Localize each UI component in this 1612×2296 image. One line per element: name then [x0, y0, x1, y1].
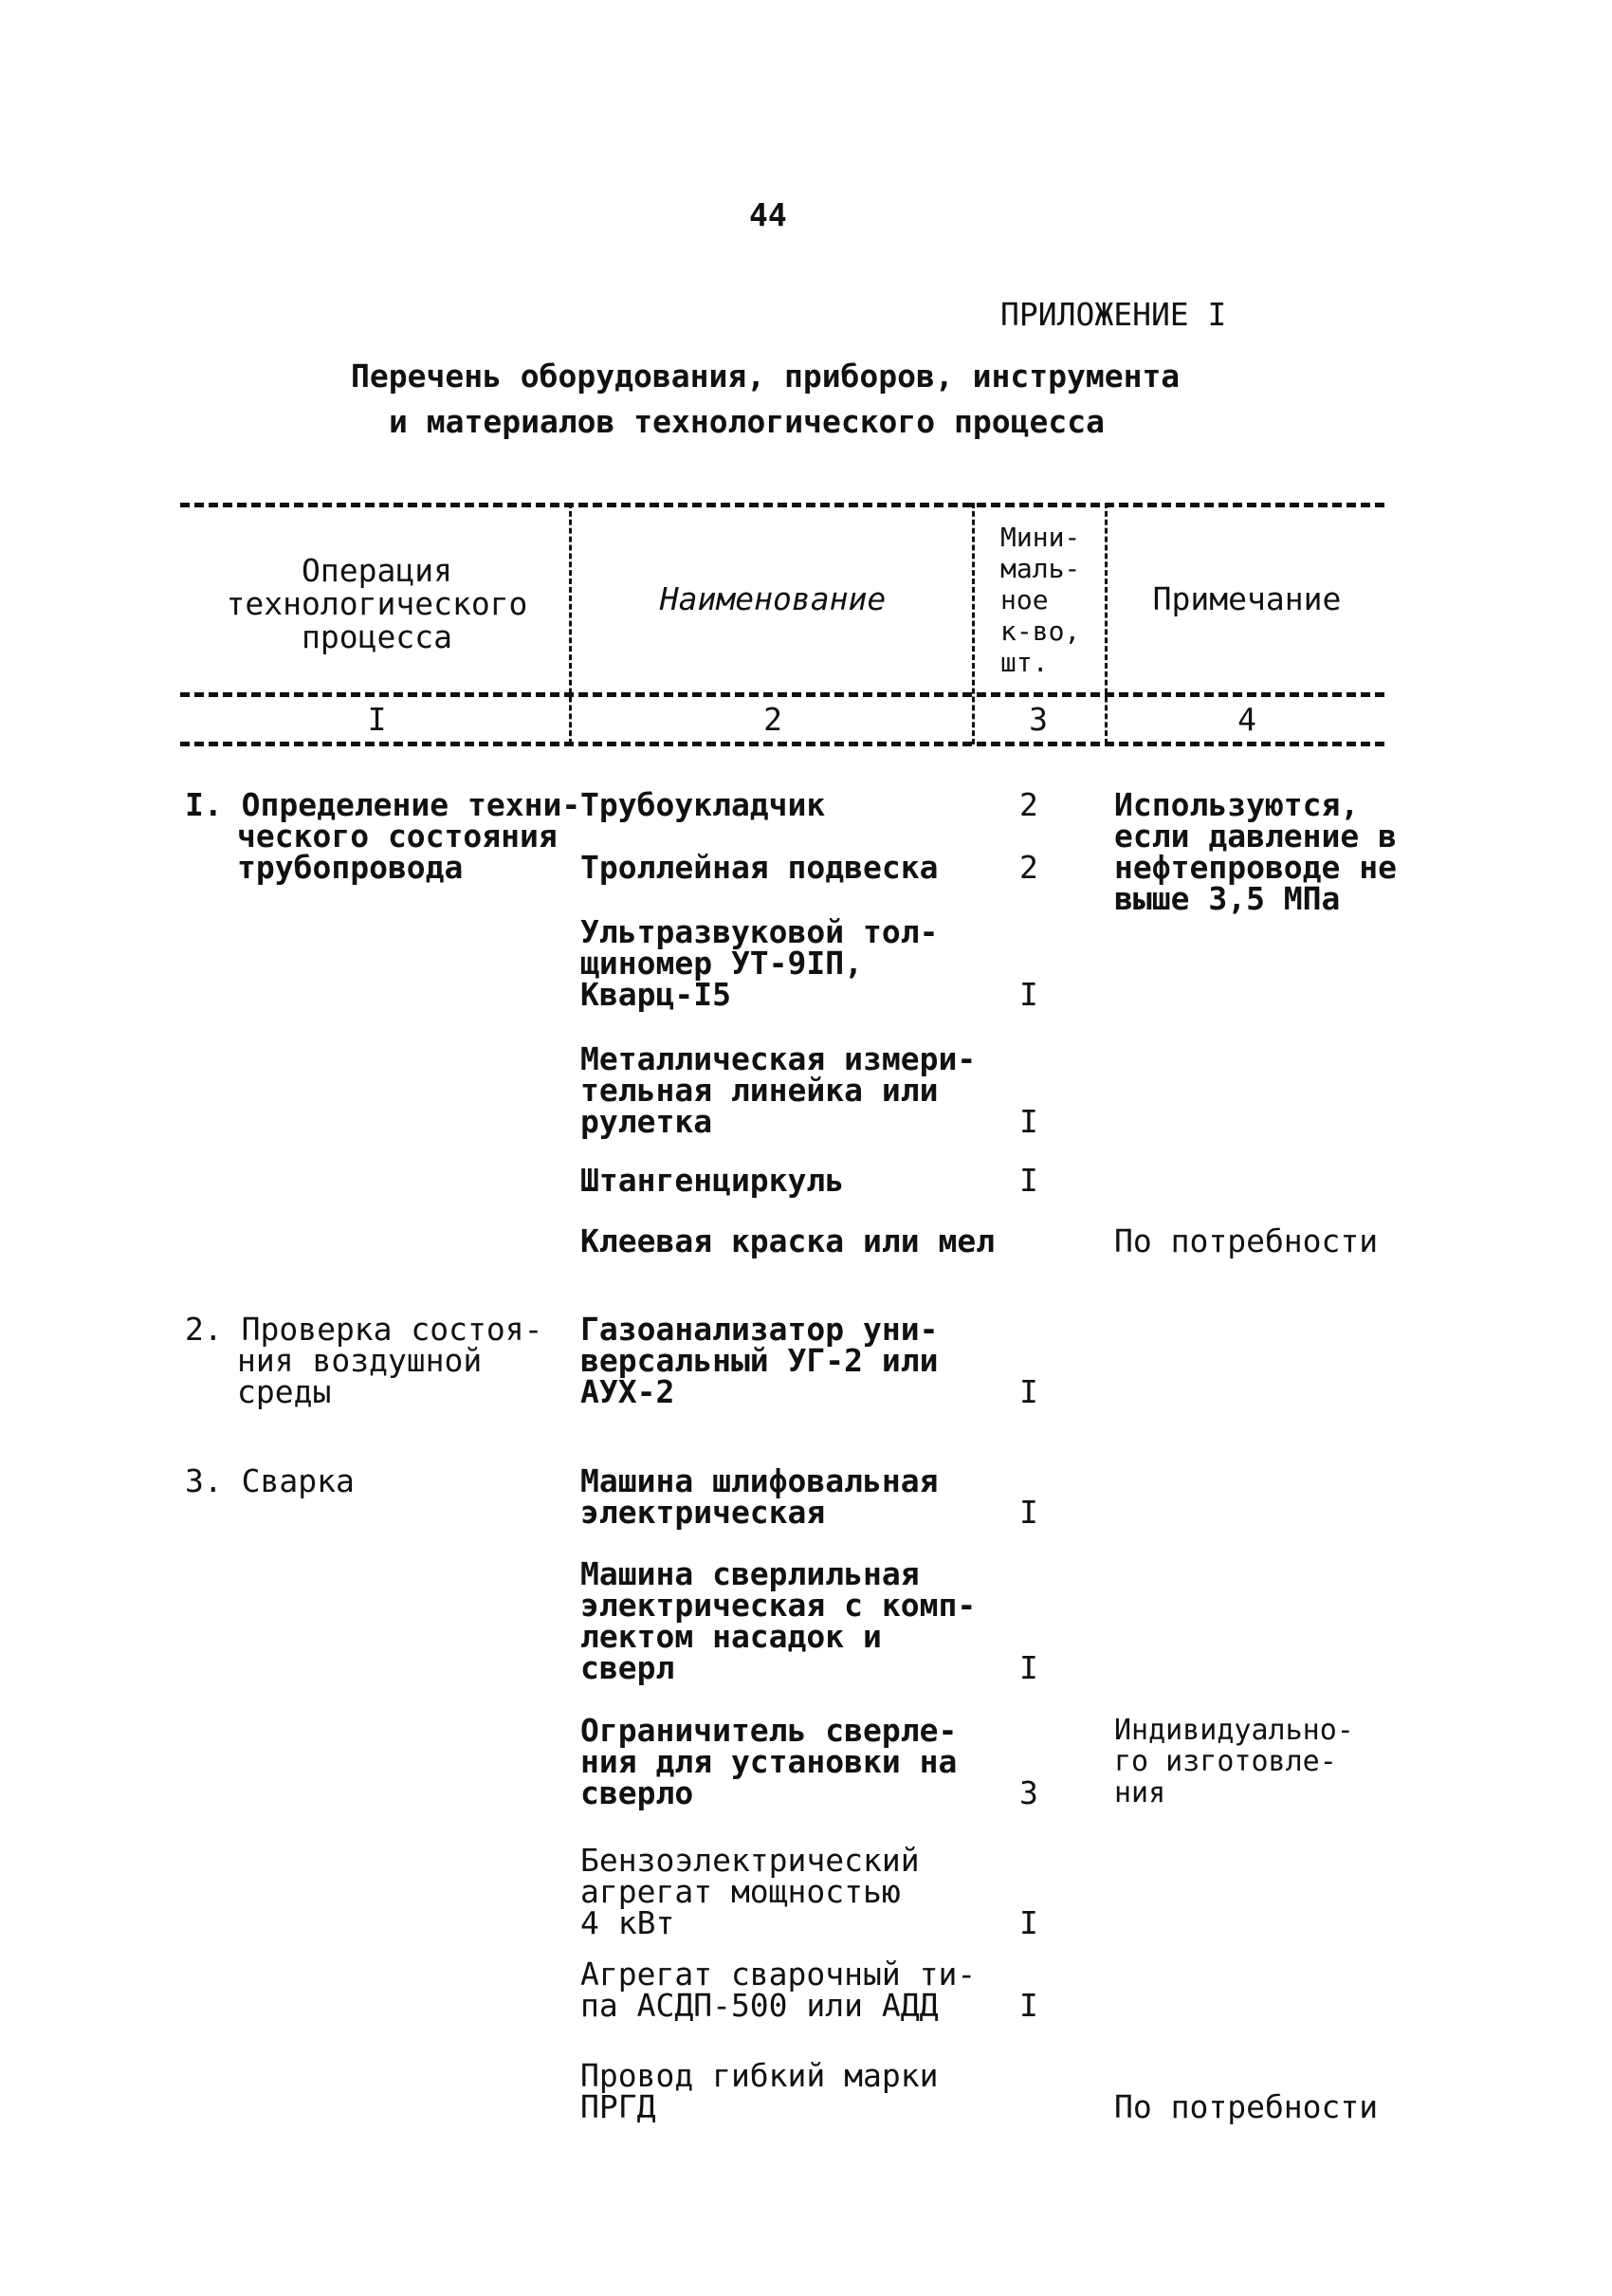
- column-number-4: 4: [1237, 701, 1256, 738]
- header-col1-line3: процесса: [302, 618, 452, 655]
- s3-item1-name-line1: Машина шлифовальная: [580, 1462, 939, 1499]
- document-title-line1: Перечень оборудования, приборов, инструмента: [351, 358, 1181, 395]
- s1-item6-note: По потребности: [1114, 1222, 1379, 1259]
- s3-item6-name-line1: Провод гибкий марки: [580, 2057, 939, 2094]
- s3-item4-name-line2: агрегат мощностью: [580, 1873, 901, 1910]
- s3-item3-name-line1: Ограничитель сверле-: [580, 1712, 958, 1749]
- s1-item5-name: Штангенциркуль: [580, 1162, 845, 1199]
- header-bottom-rule: [180, 692, 1384, 697]
- s3-item3-note-line1: Индивидуально-: [1114, 1714, 1354, 1747]
- s1-item1-note-line4: выше 3,5 МПа: [1114, 880, 1341, 917]
- s1-item1-qty: 2: [1019, 786, 1038, 823]
- s2-item1-name-line3: АУХ-2: [580, 1373, 675, 1410]
- s3-item1-name-line2: электрическая: [580, 1494, 826, 1531]
- header-col4: Примечание: [1152, 580, 1342, 617]
- header-col3-line4: к-во,: [1000, 615, 1081, 647]
- appendix-label: ПРИЛОЖЕНИЕ I: [1000, 296, 1227, 333]
- s2-item1-qty: I: [1019, 1373, 1038, 1410]
- section2-operation-line3: среды: [237, 1373, 332, 1410]
- column-number-1: I: [367, 701, 387, 738]
- s2-item1-name-line2: версальный УГ-2 или: [580, 1342, 939, 1379]
- s3-item5-name-line1: Агрегат сварочный ти-: [580, 1956, 977, 1993]
- header-col3-line3: ное: [1000, 584, 1049, 615]
- s3-item3-name-line2: ния для установки на: [580, 1743, 958, 1780]
- s1-item1-note-line2: если давление в: [1114, 817, 1398, 854]
- s1-item2-qty: 2: [1019, 849, 1038, 886]
- s1-item1-note-line3: нефтепроводе не: [1114, 849, 1398, 886]
- s3-item4-qty: I: [1019, 1904, 1038, 1941]
- s1-item2-name: Троллейная подвеска: [580, 849, 939, 886]
- section1-operation-line1: I. Определение техни-: [185, 786, 581, 823]
- section3-operation: 3. Сварка: [185, 1462, 355, 1499]
- header-col3-line2: маль-: [1000, 553, 1081, 584]
- s3-item1-qty: I: [1019, 1494, 1038, 1531]
- header-col2: Наименование: [659, 580, 887, 617]
- table-top-rule: [180, 503, 1384, 507]
- s3-item6-name-line2: ПРГД: [580, 2088, 656, 2125]
- s3-item2-name-line4: сверл: [580, 1649, 675, 1686]
- s3-item2-name-line1: Машина сверлильная: [580, 1555, 920, 1592]
- s3-item5-qty: I: [1019, 1987, 1038, 2024]
- s3-item5-name-line2: па АСДП-500 или АДД: [580, 1987, 939, 2024]
- s3-item2-name-line2: электрическая с комп-: [580, 1587, 977, 1624]
- document-title-line2: и материалов технологического процесса: [389, 403, 1105, 440]
- s1-item3-name-line3: Кварц-I5: [580, 976, 731, 1013]
- s3-item2-qty: I: [1019, 1649, 1038, 1686]
- column-number-3: 3: [1029, 701, 1048, 738]
- s1-item3-name-line1: Ультразвуковой тол-: [580, 913, 939, 950]
- column-separator-1: [569, 503, 572, 744]
- section1-operation-line3: трубопровода: [237, 849, 464, 886]
- s1-item1-name: Трубоукладчик: [580, 786, 826, 823]
- s1-item4-name-line3: рулетка: [580, 1103, 713, 1140]
- s3-item4-name-line3: 4 кВт: [580, 1904, 675, 1941]
- s1-item4-qty: I: [1019, 1103, 1038, 1140]
- header-col1-line1: Операция: [302, 552, 452, 589]
- s1-item3-qty: I: [1019, 976, 1038, 1013]
- column-separator-3: [1105, 503, 1108, 744]
- s3-item3-qty: 3: [1019, 1774, 1038, 1811]
- column-number-2: 2: [763, 701, 782, 738]
- s3-item3-note-line3: ния: [1114, 1776, 1166, 1809]
- section1-operation-line2: ческого состояния: [237, 817, 558, 854]
- column-numbers-rule: [180, 742, 1384, 746]
- header-col3-line1: Мини-: [1000, 522, 1081, 553]
- s1-item1-note-line1: Используются,: [1114, 786, 1360, 823]
- s2-item1-name-line1: Газоанализатор уни-: [580, 1311, 939, 1348]
- s3-item3-note-line2: го изготовле-: [1114, 1745, 1337, 1778]
- header-col3-line5: шт.: [1000, 647, 1049, 678]
- s3-item3-name-line3: сверло: [580, 1774, 694, 1811]
- page-number: 44: [749, 196, 787, 233]
- s1-item3-name-line2: щиномер УТ-9IП,: [580, 945, 864, 982]
- s3-item4-name-line1: Бензоэлектрический: [580, 1842, 920, 1879]
- header-col1-line2: технологического: [226, 585, 528, 622]
- section2-operation-line2: ния воздушной: [237, 1342, 483, 1379]
- s3-item2-name-line3: лектом насадок и: [580, 1618, 882, 1655]
- section2-operation-line1: 2. Проверка состоя-: [185, 1311, 543, 1348]
- s1-item4-name-line1: Металлическая измери-: [580, 1040, 977, 1077]
- s1-item4-name-line2: тельная линейка или: [580, 1072, 939, 1109]
- column-separator-2: [972, 503, 975, 744]
- s3-item6-note: По потребности: [1114, 2088, 1379, 2125]
- s1-item5-qty: I: [1019, 1162, 1038, 1199]
- s1-item6-name: Клеевая краска или мел: [580, 1222, 996, 1259]
